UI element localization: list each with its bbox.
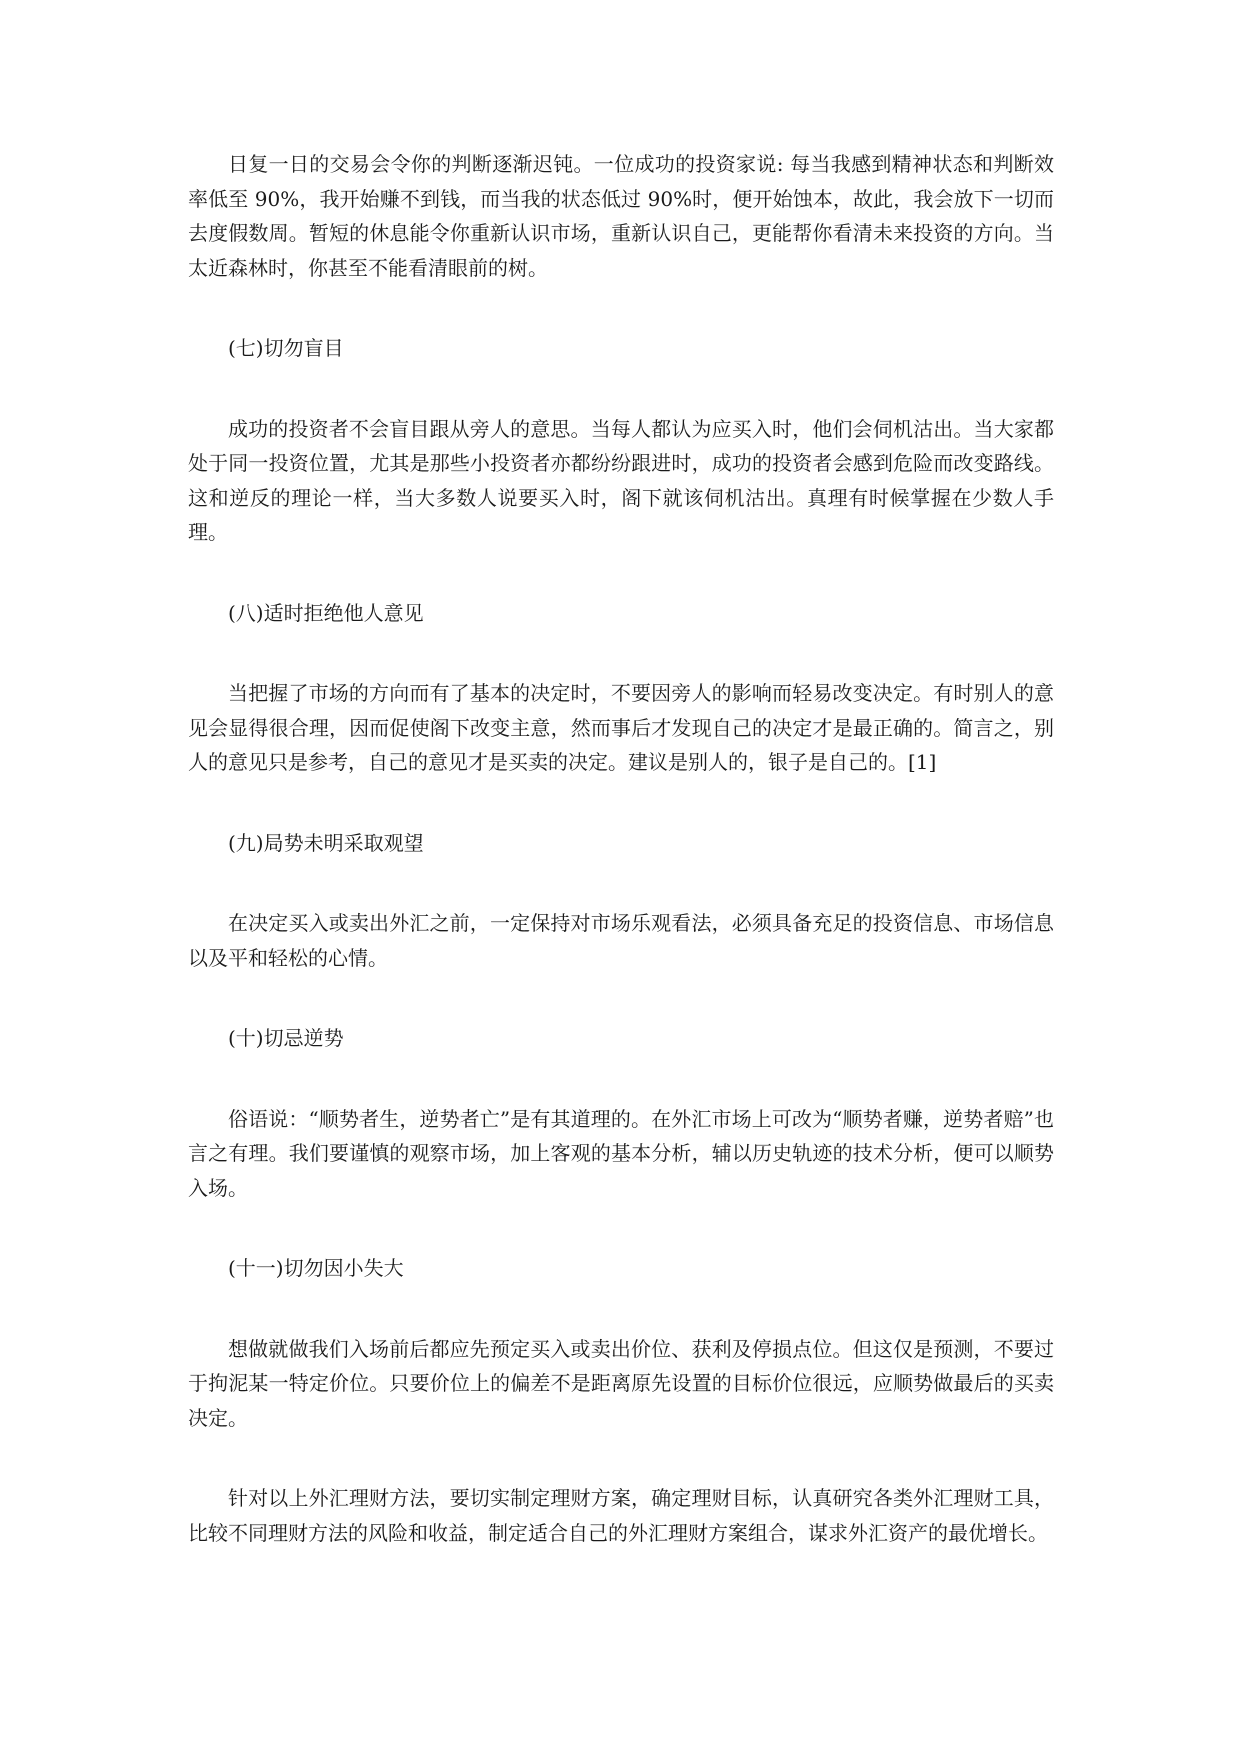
paragraph-rest-intro: 日复一日的交易会令你的判断逐渐迟钝。一位成功的投资家说: 每当我感到精神状态和判断效率低至 90%，我开始赚不到钱，而当我的状态低过 90%时，便开始蚀本，故此，我会放下一切而去度假数周。暂短的休息能令你重新认识市场，重新认识自己，更能帮你看清未来投资的方向。当太近森林时，你甚至不能看清眼前的树。 <box>188 152 1054 280</box>
paragraph-do-not-follow-blindly: 成功的投资者不会盲目跟从旁人的意思。当每人都认为应买入时，他们会伺机沽出。当大家都处于同一投资位置，尤其是那些小投资者亦都纷纷跟进时，成功的投资者会感到危险而改变路线。这和逆反的理论一样，当大多数人说要买入时，阁下就该伺机沽出。真理有时候掌握在少数人手理。 <box>188 416 1054 544</box>
spacer <box>188 860 1054 906</box>
section-heading-11: (十一)切勿因小失大 <box>228 1256 404 1280</box>
paragraph-small-losses: 想做就做我们入场前后都应先预定买入或卖出价位、获利及停损点位。但这仅是预测，不要过于拘泥某一特定价位。只要价位上的偏差不是距离原先设置的目标价位很远，应顺势做最后的买卖决定。 <box>188 1336 1054 1430</box>
paragraph-conclusion: 针对以上外汇理财方法，要切实制定理财方案，确定理财目标，认真研究各类外汇理财工具，比较不同理财方法的风险和收益，制定适合自己的外汇理财方案组合，谋求外汇资产的最优增长。 <box>188 1486 1054 1545</box>
paragraph-reject-others-opinions: 当把握了市场的方向而有了基本的决定时，不要因旁人的影响而轻易改变决定。有时别人的意见会显得很合理，因而促使阁下改变主意，然而事后才发现自己的决定才是最正确的。简言之，别人的意见只是参考，自己的意见才是买卖的决定。建议是别人的，银子是自己的。[1] <box>188 681 1054 774</box>
paragraph-follow-the-trend: 俗语说：“顺势者生，逆势者亡”是有其道理的。在外汇市场上可改为“顺势者赚，逆势者赔”也言之有理。我们要谨慎的观察市场，加上客观的基本分析，辅以历史轨迹的技术分析，便可以顺势入场。 <box>188 1106 1054 1200</box>
spacer <box>188 550 1054 596</box>
spacer <box>188 1205 1054 1251</box>
section-heading-10: (十)切忌逆势 <box>228 1026 344 1050</box>
spacer <box>188 1435 1054 1481</box>
section-heading-8: (八)适时拒绝他人意见 <box>228 600 424 625</box>
spacer <box>188 1056 1054 1102</box>
spacer <box>188 630 1054 676</box>
section-heading-9: (九)局势未明采取观望 <box>228 830 424 855</box>
spacer <box>188 780 1054 826</box>
paragraph-wait-and-see: 在决定买入或卖出外汇之前，一定保持对市场乐观看法，必须具备充足的投资信息、市场信息以及平和轻松的心情。 <box>188 911 1054 970</box>
spacer <box>188 1286 1054 1332</box>
spacer <box>188 366 1054 412</box>
spacer <box>188 975 1054 1021</box>
spacer <box>188 285 1054 331</box>
section-heading-7: (七)切勿盲目 <box>228 336 344 360</box>
document-page <box>188 147 1054 1550</box>
